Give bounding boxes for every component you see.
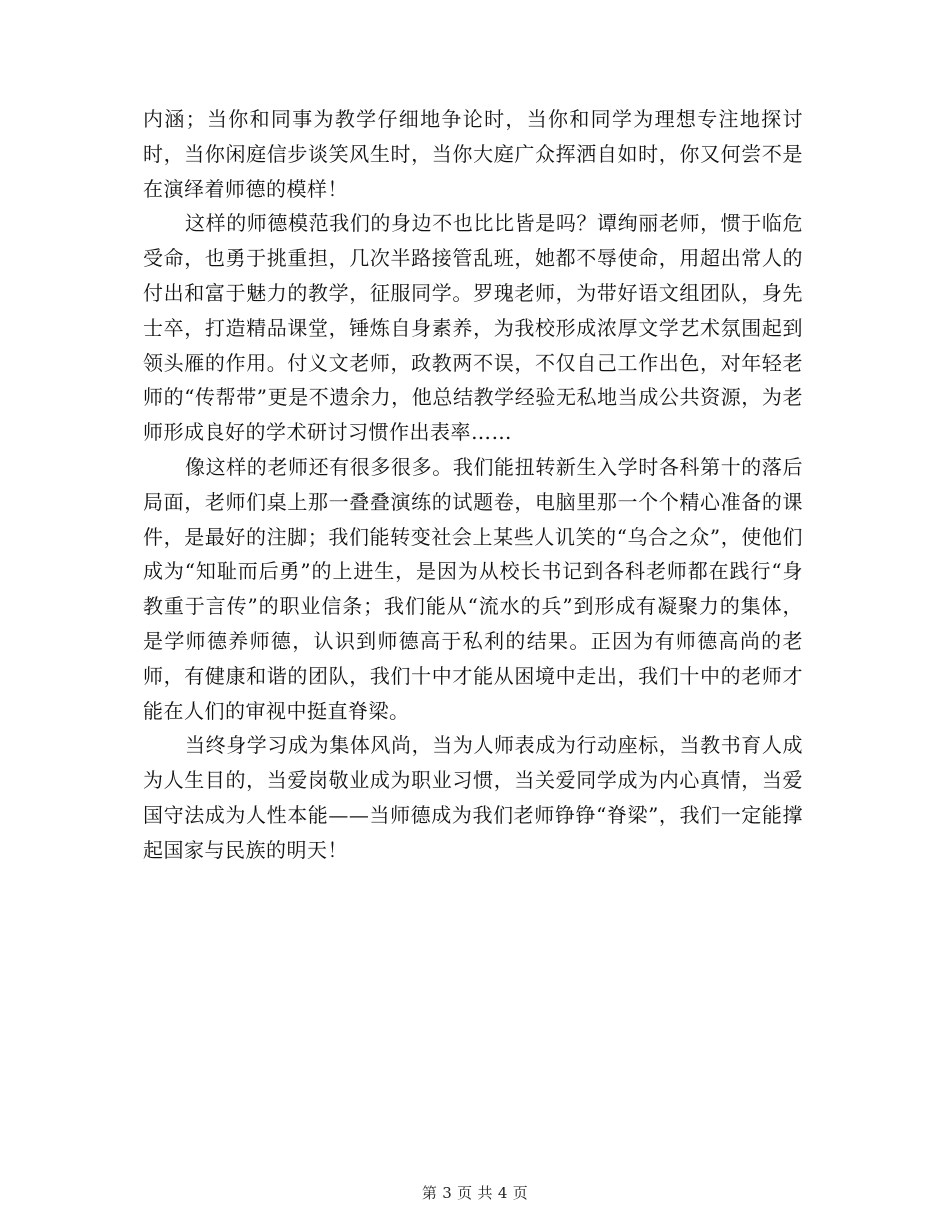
paragraph-3: 像这样的老师还有很多很多。我们能扭转新生入学时各科第十的落后局面，老师们桌上那一叠叠演练的试题卷，电脑里那一个个精心准备的课件，是最好的注脚；我们能转变社会上某些人讥笑的“乌合之众”，使他们成为“知耻而后勇”的上进生，是因为从校长书记到各科老师都在践行“身教重于言传”的职业信条；我们能从“流水的兵”到形成有凝聚力的集体，是学师德养师德，认识到师德高于私利的结果。正因为有师德高尚的老师，有健康和谐的团队，我们十中才能从困境中走出，我们十中的老师才能在人们的审视中挺直脊梁。 xyxy=(143,454,803,723)
paragraph-1: 内涵；当你和同事为教学仔细地争论时，当你和同学为理想专注地探讨时，当你闲庭信步谈笑风生时，当你大庭广众挥洒自如时，你又何尝不是在演绎着师德的模样！ xyxy=(143,107,803,201)
document-body xyxy=(143,102,803,868)
paragraph-4: 当终身学习成为集体风尚，当为人师表成为行动座标，当教书育人成为人生目的，当爱岗敬业成为职业习惯，当关爱同学成为内心真情，当爱国守法成为人性本能——当师德成为我们老师铮铮“脊梁”，我们一定能撑起国家与民族的明天！ xyxy=(143,733,803,862)
page-number-footer: 第 3 页 共 4 页 xyxy=(421,1184,529,1202)
paragraph-2: 这样的师德模范我们的身边不也比比皆是吗？谭绚丽老师，惯于临危受命，也勇于挑重担，几次半路接管乱班，她都不辱使命，用超出常人的付出和富于魅力的教学，征服同学。罗瑰老师，为带好语文组团队，身先士卒，打造精品课堂，锤炼自身素养，为我校形成浓厚文学艺术氛围起到领头雁的作用。付义文老师，政教两不误，不仅自己工作出色，对年轻老师的“传帮带”更是不遗余力，他总结教学经验无私地当成公共资源，为老师形成良好的学术研讨习惯作出表率…… xyxy=(143,211,803,445)
